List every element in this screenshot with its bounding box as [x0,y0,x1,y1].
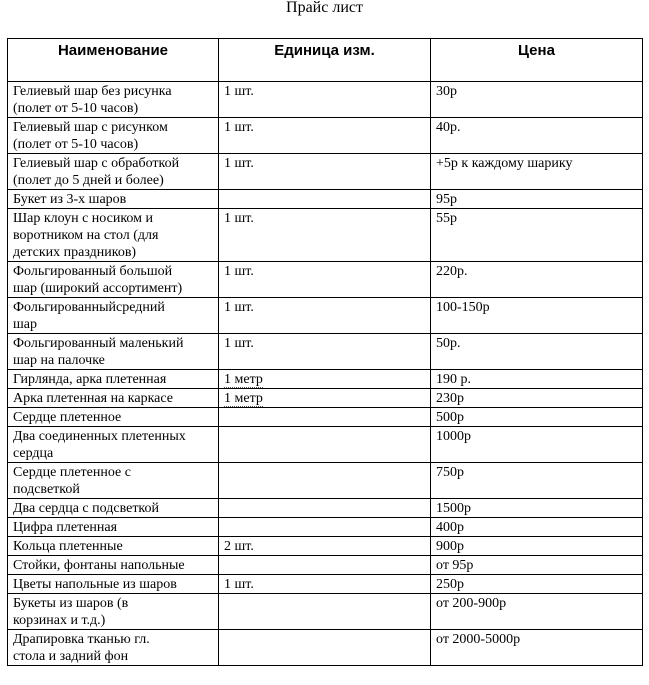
item-price: от 200-900р [431,594,643,630]
item-name-line: (полет от 5-10 часов) [13,101,139,116]
item-name [8,518,219,537]
table-row [8,389,643,408]
item-name-line: Кольца плетенные [13,539,123,554]
item-unit-text: 1 шт. [224,211,254,226]
item-name-line: Фольгированный большой [13,264,173,279]
item-unit [219,118,431,154]
item-unit [219,262,431,298]
item-price: 1000р [431,427,643,463]
table-row [8,556,643,575]
item-name-line: Цветы напольные из шаров [13,577,177,592]
item-price: 250р [431,575,643,594]
item-price: от 2000-5000р [431,630,643,666]
table-row [8,463,643,499]
item-unit [219,518,431,537]
item-name [8,370,219,389]
item-name-line: воротником на стол (для [13,228,159,243]
item-name [8,499,219,518]
item-name-line: детских праздников) [13,245,137,260]
item-unit [219,594,431,630]
table-row [8,537,643,556]
item-name-line: Гелиевый шар с рисунком [13,120,168,135]
header-name: Наименование [8,39,219,82]
item-name-line: Цифра плетенная [13,520,118,535]
item-name-line: Шар клоун с носиком и [13,211,154,226]
item-name-line: Гирлянда, арка плетенная [13,372,167,387]
item-unit-text: 1 шт. [224,84,254,99]
item-name [8,575,219,594]
item-price: 500р [431,408,643,427]
item-unit-text: 1 метр [224,391,263,406]
item-price: 30р [431,82,643,118]
item-name-line: Два соединенных плетенных [13,429,186,444]
item-unit [219,556,431,575]
table-row [8,334,643,370]
item-name-line: Букеты из шаров (в [13,596,129,611]
item-unit [219,209,431,262]
item-unit [219,389,431,408]
item-unit [219,463,431,499]
item-name-line: шар [13,317,37,332]
table-row [8,209,643,262]
table-row [8,575,643,594]
item-name-line: корзинах и т.д.) [13,613,106,628]
table-row [8,190,643,209]
item-unit-text: 1 шт. [224,156,254,171]
table-row [8,298,643,334]
table-row [8,499,643,518]
item-price: 230р [431,389,643,408]
item-unit [219,370,431,389]
item-unit [219,499,431,518]
item-price: 400р [431,518,643,537]
item-name-line: подсветкой [13,482,80,497]
item-unit [219,537,431,556]
item-unit [219,154,431,190]
item-name [8,209,219,262]
item-price: 750р [431,463,643,499]
item-name [8,118,219,154]
table-row [8,154,643,190]
table-row [8,82,643,118]
item-name-line: Гелиевый шар с обработкой [13,156,180,171]
item-name [8,408,219,427]
item-name-line: Два сердца с подсветкой [13,501,160,516]
item-name-line: Фольгированный маленький [13,336,184,351]
item-name-line: Сердце плетенное [13,410,122,425]
header-unit: Единица изм. [219,39,431,82]
item-name-line: сердца [13,446,54,461]
item-name-line: Букет из 3-х шаров [13,192,127,207]
table-row [8,630,643,666]
item-price: 190 р. [431,370,643,389]
price-table [7,38,643,666]
item-unit [219,190,431,209]
item-unit-text: 1 шт. [224,120,254,135]
item-unit [219,575,431,594]
item-unit [219,298,431,334]
table-row [8,594,643,630]
item-name [8,298,219,334]
header-price: Цена [431,39,643,82]
table-row [8,408,643,427]
item-name [8,537,219,556]
item-price: 55р [431,209,643,262]
page-title: Прайс лист [286,0,363,16]
item-name [8,556,219,575]
item-name [8,630,219,666]
item-name [8,154,219,190]
item-price: 1500р [431,499,643,518]
item-unit-text: 1 метр [224,372,263,387]
item-name-line: шар на палочке [13,353,105,368]
item-price: +5р к каждому шарику [431,154,643,190]
item-price: 40р. [431,118,643,154]
item-unit [219,82,431,118]
item-unit-text: 1 шт. [224,336,254,351]
item-price: 50р. [431,334,643,370]
item-name-line: (полет до 5 дней и более) [13,173,164,188]
item-unit [219,408,431,427]
item-price: 100-150р [431,298,643,334]
item-unit [219,630,431,666]
item-name [8,594,219,630]
item-price: от 95р [431,556,643,575]
item-name-line: стола и задний фон [13,649,129,664]
item-price: 900р [431,537,643,556]
table-header-row [8,39,643,82]
item-name [8,82,219,118]
item-unit-text: 2 шт. [224,539,254,554]
item-name [8,190,219,209]
item-name-line: шар (широкий ассортимент) [13,281,183,296]
item-name-line: Драпировка тканью гл. [13,632,150,647]
item-unit [219,427,431,463]
item-name-line: Сердце плетенное с [13,465,131,480]
item-name-line: Стойки, фонтаны напольные [13,558,185,573]
item-name-line: Арка плетенная на каркасе [13,391,173,406]
item-name [8,262,219,298]
item-price: 220р. [431,262,643,298]
item-name [8,389,219,408]
item-unit-text: 1 шт. [224,264,254,279]
item-name-line: (полет от 5-10 часов) [13,137,139,152]
item-name [8,427,219,463]
table-row [8,370,643,389]
table-row [8,518,643,537]
table-row [8,427,643,463]
item-name [8,334,219,370]
item-price: 95р [431,190,643,209]
item-unit-text: 1 шт. [224,577,254,592]
item-name [8,463,219,499]
item-name-line: Фольгированныйсредний [13,300,165,315]
item-unit-text: 1 шт. [224,300,254,315]
item-name-line: Гелиевый шар без рисунка [13,84,172,99]
item-unit [219,334,431,370]
table-row [8,118,643,154]
table-row [8,262,643,298]
